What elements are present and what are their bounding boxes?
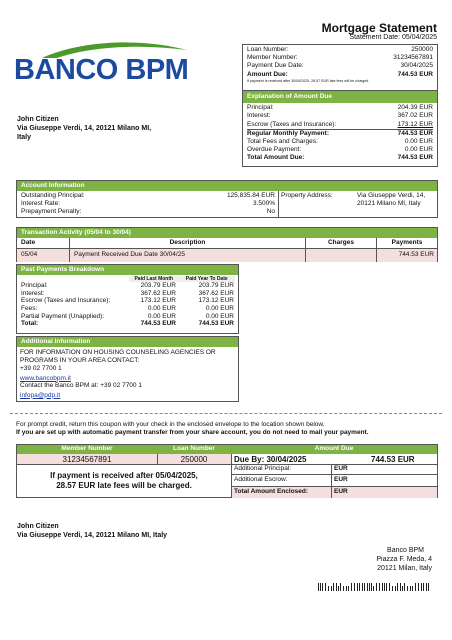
barcode-bar [400,583,401,591]
table-row [21,282,234,290]
account-row [21,208,275,216]
col-payments: Payments [391,239,423,247]
member-number-label: Member Number: [247,54,298,62]
barcode-bar [397,583,398,591]
barcode-bar [320,583,321,591]
borrower-address-line2: Italy [17,134,32,141]
bank-logo [12,36,187,88]
bank-name: Banco BPM [387,547,424,554]
explanation-rows [243,103,437,163]
barcode-bar [426,583,427,591]
coupon-instructions [16,421,446,437]
past-payments-header [17,275,238,282]
account-label: Interest Rate: [21,200,61,208]
table-row [21,297,234,305]
barcode-bar [418,583,419,591]
barcode-bar [322,583,323,591]
explanation-value: 0.00 EUR [404,138,433,146]
amount-due: 744.53 EUR [397,70,433,78]
past-payments-box [16,264,239,334]
coupon-instruction-1: For prompt credit, return this coupon with your check in the enclosed envelope to the location shown below. [16,421,325,428]
coupon-late-line2: 28.57 EUR late fees will be charged. [56,481,192,490]
postal-barcode-icon [318,578,432,596]
account-value: No [266,208,275,216]
page-title: Mortgage Statement [321,21,437,35]
coupon-due-date: Due By: 30/04/2025 [234,455,307,464]
past-ytd: 0.00 EUR [205,312,234,320]
barcode-bar [318,583,319,591]
member-number: 31234567891 [393,54,433,62]
barcode-bar [340,583,341,591]
barcode-bar [343,586,344,591]
explanation-row [247,121,433,129]
payment-due-date: 30/04/2025 [400,62,433,70]
footer-bank-address [376,546,432,573]
account-label: Prepayment Penalty: [21,208,82,216]
account-value: 3.500% [252,200,275,208]
email-link[interactable]: infopa@pdp.it [20,391,61,399]
property-address-label: Property Address: [281,192,333,199]
explanation-value: 0.00 EUR [404,146,433,154]
barcode-bar [373,586,374,591]
barcode-bar [346,586,347,591]
barcode-bar [351,583,352,591]
barcode-bar [338,586,339,591]
statement-date: Statement Date: 05/04/2025 [349,34,437,41]
transactions-header-row [17,238,437,249]
table-row [21,313,234,321]
barcode-bar [364,583,365,591]
coupon-late-line1: If payment is received after 05/04/2025, [50,471,198,480]
property-address-line2: 20121 Milano MI, Italy [357,200,421,208]
barcode-bar [428,583,429,591]
table-row [21,320,234,328]
barcode-bar [379,583,380,591]
additional-box [16,336,239,402]
barcode-bar [386,583,387,591]
barcode-bar [412,586,413,591]
explanation-label: Escrow (Taxes and Insurance): [247,120,337,128]
explanation-label: Regular Monthly Payment: [247,129,329,137]
barcode-bar [407,586,408,591]
explanation-label: Principal: [247,104,274,112]
past-label: Escrow (Taxes and Insurance): [21,297,111,305]
counseling-line1: FOR INFORMATION ON HOUSING COUNSELING AGENCIES OR [20,349,216,357]
past-ytd: 744.53 EUR [198,320,234,328]
past-label: Interest: [21,289,45,297]
coupon-loan-header: Loan Number [157,445,231,453]
past-ytd: 203.79 EUR [198,282,234,290]
barcode-bar [384,583,385,591]
total-enclosed-label: Total Amount Enclosed: [234,488,309,495]
barcode-bar [371,583,372,591]
past-label: Partial Payment (Unapplied): [21,312,105,320]
explanation-value: 204.39 EUR [397,104,433,112]
bank-street: Piazza F. Meda, 4 [376,556,432,563]
explanation-row [247,138,433,146]
barcode-bar [421,583,422,591]
transaction-charges [306,249,377,262]
additional-principal-currency: EUR [334,465,348,472]
past-label: Fees: [21,304,38,312]
explanation-title: Explanation of Amount Due [243,91,437,103]
account-row [21,192,275,200]
barcode-bar [395,586,396,591]
account-label: Outstanding Principal: [21,192,85,199]
explanation-row [247,112,433,120]
barcode-bar [348,586,349,591]
additional-principal-label: Additional Principal: [234,465,292,472]
barcode-bar [376,583,377,591]
coupon-member-header: Member Number [17,445,157,453]
bank-city: 20121 Milan, Italy [377,565,432,572]
col-date: Date [17,238,70,249]
barcode-bar [392,586,393,591]
transaction-description: Payment Received Due Date 30/04/25 [70,249,306,262]
explanation-label: Interest: [247,112,271,120]
borrower-name: John Citizen [17,116,59,123]
transaction-payment: 744.53 EUR [398,251,434,259]
past-ytd: 173.12 EUR [198,297,234,305]
explanation-value: 367.02 EUR [397,112,433,120]
barcode-bar [404,583,405,591]
coupon-due-amount: 744.53 EUR [371,455,415,464]
account-title: Account Information [17,181,437,191]
barcode-bar [410,586,411,591]
explanation-value: 744.53 EUR [397,154,433,162]
explanation-label: Total Fees and Charges: [247,138,318,146]
past-payments-title: Past Payments Breakdown [17,265,238,275]
contact-line: Contact the Banco BPM at: +39 02 7700 1 [20,382,142,390]
account-row [21,200,275,208]
additional-title: Additional Information [17,337,238,347]
past-last-month: 0.00 EUR [147,312,176,320]
barcode-bar [382,583,383,591]
borrower-address-line1: Via Giuseppe Verdi, 14, 20121 Milano MI, [17,125,152,132]
past-payments-rows [17,282,238,328]
col-paid-last-month: Paid Last Month [129,276,179,282]
counseling-line2: PROGRAMS IN YOUR AREA CONTACT: [20,356,140,364]
barcode-bar [389,583,390,591]
explanation-value: 744.53 EUR [397,129,433,137]
past-ytd: 367.62 EUR [198,289,234,297]
account-value: 125,835.84 EUR [226,192,275,199]
counseling-phone: +39 02 7700 1 [20,365,62,373]
coupon-amount-header: Amount Due [231,445,437,453]
explanation-label: Overdue Payment: [247,146,302,154]
col-description: Description [70,238,306,249]
barcode-bar [357,583,358,591]
website-link[interactable]: www.bancobpm.it [20,374,71,382]
past-last-month: 0.00 EUR [147,304,176,312]
amount-due-label: Amount Due: [247,70,288,78]
transactions-title: Transaction Activity (05/04 to 30/04) [17,228,437,238]
footer-address: Via Giuseppe Verdi, 14, 20121 Milano MI, Italy [17,532,168,539]
additional-escrow-currency: EUR [334,476,348,483]
barcode-bar [328,586,329,591]
past-last-month: 203.79 EUR [140,282,176,290]
footer-sender [17,522,167,540]
account-rows [21,192,275,217]
logo-text: BANCO BPM [14,54,189,86]
transactions-box [16,227,438,262]
explanation-row [247,129,433,138]
footer-name: John Citizen [17,523,59,530]
property-address [357,192,425,208]
past-last-month: 744.53 EUR [140,320,176,328]
explanation-row [247,146,433,154]
additional-escrow-label: Additional Escrow: [234,476,288,483]
late-fee-note: If payment is received after 30/04/2025, 28.57 EUR late fees will be charged. [247,78,370,83]
loan-number: 250000 [411,46,433,53]
coupon-member-number: 31234567891 [62,455,112,464]
barcode-bar [362,583,363,591]
barcode-bar [369,583,370,591]
barcode-bar [336,583,337,591]
past-label: Principal: [21,282,48,290]
table-row [21,290,234,298]
explanation-row [247,104,433,112]
coupon-loan-number: 250000 [180,455,208,464]
total-enclosed-currency: EUR [334,488,348,495]
col-paid-ytd: Paid Year To Date [179,276,235,282]
coupon-instruction-2: If you are set up with automatic payment transfer from your share account, you do not need to mail your payment. [16,429,369,437]
barcode-bar [367,583,368,591]
account-box [16,180,438,218]
coupon-box [16,444,438,498]
explanation-box [242,90,438,167]
barcode-bar [333,583,334,591]
coupon-cut-line [10,413,442,414]
loan-number-label: Loan Number: [247,46,289,53]
table-row [21,305,234,313]
barcode-bar [402,586,403,591]
explanation-value: 173.12 EUR [397,120,433,128]
barcode-bar [331,586,332,591]
explanation-row [247,154,433,162]
property-address-line1: Via Giuseppe Verdi, 14, [357,192,426,199]
past-last-month: 367.62 EUR [140,289,176,297]
barcode-bar [415,583,416,591]
table-row [17,249,437,262]
barcode-bar [325,583,326,591]
summary-box [242,44,438,91]
payment-due-label: Payment Due Date: [247,62,304,70]
barcode-bar [354,583,355,591]
borrower-block [17,115,151,142]
coupon-late-fee-notice [17,471,231,491]
past-last-month: 173.12 EUR [140,297,176,305]
barcode-bar [359,583,360,591]
past-ytd: 0.00 EUR [205,304,234,312]
transactions-table [17,238,437,261]
explanation-label: Total Amount Due: [247,154,305,162]
col-charges: Charges [306,238,377,249]
past-label: Total: [21,320,39,328]
barcode-bar [423,583,424,591]
transaction-date: 05/04 [17,249,70,262]
